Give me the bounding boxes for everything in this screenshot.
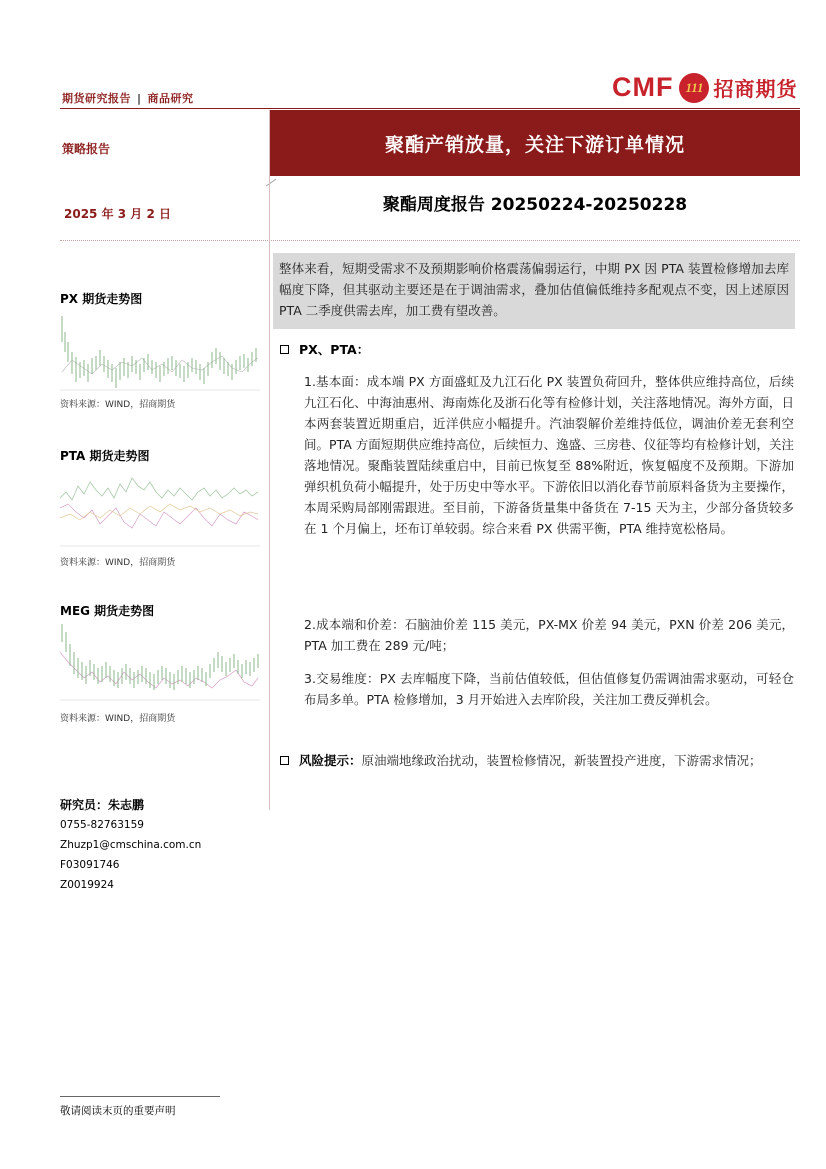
pta-chart — [60, 468, 260, 548]
px-candles — [62, 316, 256, 388]
license-futures: F03091746 — [60, 859, 120, 871]
pta-chart-source: 资料来源：WIND，招商期货 — [60, 558, 176, 568]
banner-title: 聚酯产销放量，关注下游订单情况 — [270, 110, 800, 176]
logo-company-name: 招商期货 — [713, 77, 798, 101]
section-heading-text: PX、PTA： — [299, 342, 370, 357]
bullet-box-icon — [280, 756, 289, 765]
meg-chart-source: 资料来源：WIND，招商期货 — [60, 714, 176, 724]
analyst-phone: 0755-82763159 — [60, 819, 144, 831]
analyst-email[interactable]: Zhuzp1@cmschina.com.cn — [60, 839, 202, 851]
license-investment: Z0019924 — [60, 879, 114, 891]
meg-chart — [60, 622, 260, 702]
pta-chart-title: PTA 期货走势图 — [60, 449, 150, 463]
spread-paragraph: 2.成本端和价差：石脑油价差 115 美元，PX-MX 价差 94 美元，PXN 价差 206 美元，PTA 加工费在 289 元/吨； — [304, 617, 794, 653]
footer-divider — [60, 1096, 220, 1097]
company-logo — [612, 72, 797, 103]
px-chart — [60, 312, 260, 392]
meg-candles — [62, 624, 258, 690]
report-date: 2025 年 3 月 2 日 — [64, 207, 171, 221]
analyst-name: 研究员：朱志鹏 — [60, 798, 145, 812]
category-separator: | — [137, 92, 142, 105]
bullet-box-icon — [280, 345, 289, 354]
fundamentals-paragraph: 1.基本面：成本端 PX 方面盛虹及九江石化 PX 装置负荷回升，整体供应维持高位，后续九江石化、中海油惠州、海南炼化及浙石化等有检修计划，关注落地情况。海外方面，日本两套装置近期重启，近洋供应小幅提升。汽油裂解价差维持低位，调油价差无套利空间。PTA 方面短期供应维持高位，后续恒力、逸盛、三房巷、仪征等均有检修计划，关注落地情况。聚酯装置陆续重启中，目前已恢复至 88%附近，恢复幅度不及预期。下游加弹织机负荷小幅提升，处于历史中等水平。下游依旧以消化春节前原料备货为主要操作，本周采购局部刚需跟进。至目前，下游备货量集中备货在 7-15 天为主，少部分备货较多在 1 个月偏上，坯布订单较弱。综合来看 PX 供需平衡，PTA 维持宽松格局。 — [304, 374, 794, 536]
header-divider — [60, 108, 800, 109]
summary-box: 整体来看，短期受需求不及预期影响价格震荡偏弱运行，中期 PX 因 PTA 装置检修增加去库幅度下降，但其驱动主要还是在于调油需求，叠加估值偏低维持多配观点不变，因上述原因PTA 二季度供需去库，加工费有望改善。 — [273, 253, 795, 329]
risk-warning — [280, 750, 796, 771]
risk-label: 风险提示： — [299, 753, 362, 768]
column-divider — [269, 110, 270, 810]
category-research: 期货研究报告 — [62, 92, 131, 105]
footer-disclaimer: 敬请阅读末页的重要声明 — [60, 1105, 176, 1117]
meg-chart-title: MEG 期货走势图 — [60, 604, 155, 618]
px-chart-title: PX 期货走势图 — [60, 292, 143, 306]
px-chart-source: 资料来源：WIND，招商期货 — [60, 400, 176, 410]
section-heading — [280, 340, 369, 358]
category-commodity: 商品研究 — [147, 92, 194, 105]
report-category — [62, 90, 194, 106]
report-title: 聚酯周度报告 20250224-20250228 — [382, 195, 688, 215]
title-divider — [60, 240, 800, 241]
trading-paragraph: 3.交易维度：PX 去库幅度下降，当前估值较低，但估值修复仍需调油需求驱动，可轻仓布局多单。PTA 检修增加，3 月开始进入去库阶段，关注加工费反弹机会。 — [304, 671, 794, 707]
report-type: 策略报告 — [62, 142, 111, 156]
logo-badge-icon: 111 — [679, 73, 709, 103]
logo-cmf-text: CMF — [612, 72, 674, 102]
risk-text: 原油端地缘政治扰动，装置检修情况，新装置投产进度，下游需求情况； — [361, 753, 762, 768]
